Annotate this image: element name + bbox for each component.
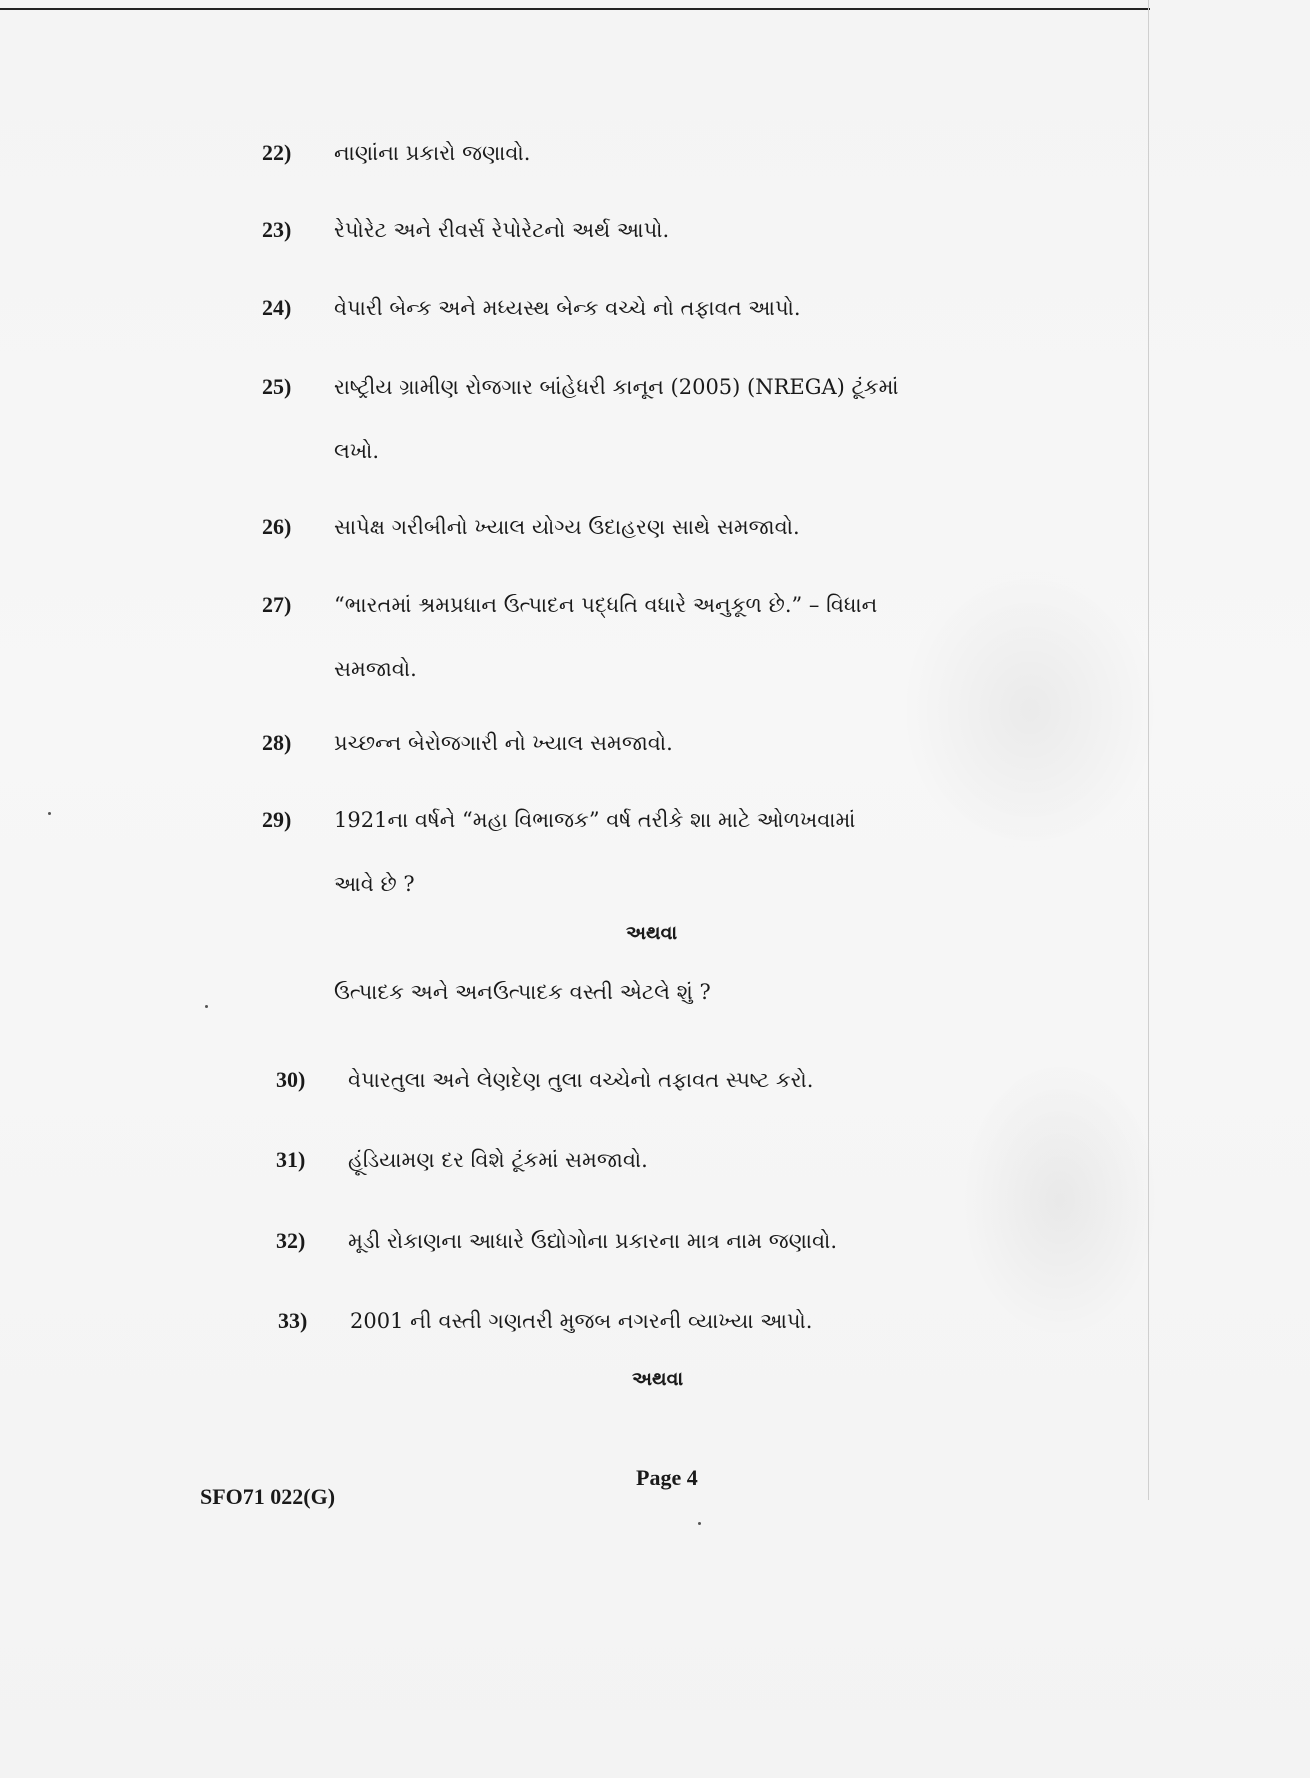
bleed-through-shadow: [960, 1060, 1160, 1340]
question-32: [276, 1226, 1036, 1256]
question-23: [262, 215, 1022, 245]
question-line: આવે છે ?: [334, 872, 415, 896]
speck: [698, 1522, 701, 1525]
question-text: [334, 293, 1022, 323]
question-text: [334, 728, 1022, 758]
question-number: 26): [262, 514, 292, 539]
question-line: “ભારતમાં શ્રમપ્રધાન ઉત્પાદન પદ્ધતિ વધારે અનુકૂળ છે.” – વિધાન: [334, 593, 878, 617]
speck: [48, 812, 51, 815]
page-number: Page 4: [636, 1465, 698, 1490]
question-27: [262, 590, 1022, 684]
question-number: 23): [262, 217, 292, 242]
question-30: [276, 1065, 1036, 1095]
or-label: અથવા: [626, 922, 678, 944]
question-text: [334, 372, 1022, 466]
question-text: [334, 138, 1022, 168]
question-line: સાપેક્ષ ગરીબીનો ખ્યાલ યોગ્ય ઉદાહરણ સાથે સમજાવો.: [334, 515, 800, 539]
question-number: 27): [262, 592, 292, 617]
question-number: 22): [262, 140, 292, 165]
question-text: [348, 1145, 1036, 1175]
question-number: 28): [262, 730, 292, 755]
question-31: [276, 1145, 1036, 1175]
top-rule: [0, 8, 1150, 10]
question-line: રેપોરેટ અને રીવર્સ રેપોરેટનો અર્થ આપો.: [334, 218, 670, 242]
alternative-question-29: ઉત્પાદક અને અનઉત્પાદક વસ્તી એટલે શું ?: [334, 980, 711, 1004]
question-line: લખો.: [334, 439, 380, 463]
question-25: [262, 372, 1022, 466]
question-number: 29): [262, 807, 292, 832]
question-number: 24): [262, 295, 292, 320]
or-label: અથવા: [632, 1368, 684, 1390]
paper-code: SFO71 022(G): [200, 1484, 336, 1509]
question-line: પ્રચ્છન્ન બેરોજગારી નો ખ્યાલ સમજાવો.: [334, 731, 673, 755]
question-number: 33): [278, 1308, 308, 1333]
question-line: 2001 ની વસ્તી ગણતરી મુજબ નગરની વ્યાખ્યા આપો.: [350, 1309, 813, 1333]
question-text: [350, 1306, 1038, 1336]
question-28: [262, 728, 1022, 758]
speck: [205, 1005, 208, 1008]
question-24: [262, 293, 1022, 323]
question-number: 32): [276, 1228, 306, 1253]
question-line: 1921ના વર્ષને “મહા વિભાજક” વર્ષ તરીકે શા માટે ઓળખવામાં: [334, 808, 856, 832]
question-33: [278, 1306, 1038, 1336]
question-text: [334, 590, 1022, 684]
question-number: 30): [276, 1067, 306, 1092]
question-text: [334, 215, 1022, 245]
question-line: સમજાવો.: [334, 657, 417, 681]
question-text: [334, 805, 1022, 899]
question-line: હૂંડિયામણ દર વિશે ટૂંકમાં સમજાવો.: [348, 1148, 648, 1172]
question-line: વેપારતુલા અને લેણદેણ તુલા વચ્ચેનો તફાવત સ્પષ્ટ કરો.: [348, 1068, 814, 1092]
question-22: [262, 138, 1022, 168]
question-number: 31): [276, 1147, 306, 1172]
page-edge: [1148, 0, 1149, 1500]
question-text: [348, 1065, 1036, 1095]
question-line: રાષ્ટ્રીય ગ્રામીણ રોજગાર બાંહેધરી કાનૂન (2005) (NREGA) ટૂંકમાં: [334, 375, 899, 399]
question-26: [262, 512, 1022, 542]
question-29: [262, 805, 1022, 899]
question-number: 25): [262, 374, 292, 399]
question-line: મૂડી રોકાણના આધારે ઉદ્યોગોના પ્રકારના માત્ર નામ જણાવો.: [348, 1229, 838, 1253]
question-line: નાણાંના પ્રકારો જણાવો.: [334, 141, 531, 165]
question-text: [334, 512, 1022, 542]
question-line: વેપારી બેન્ક અને મધ્યસ્થ બેન્ક વચ્ચે નો તફાવત આપો.: [334, 296, 801, 320]
question-text: [348, 1226, 1036, 1256]
